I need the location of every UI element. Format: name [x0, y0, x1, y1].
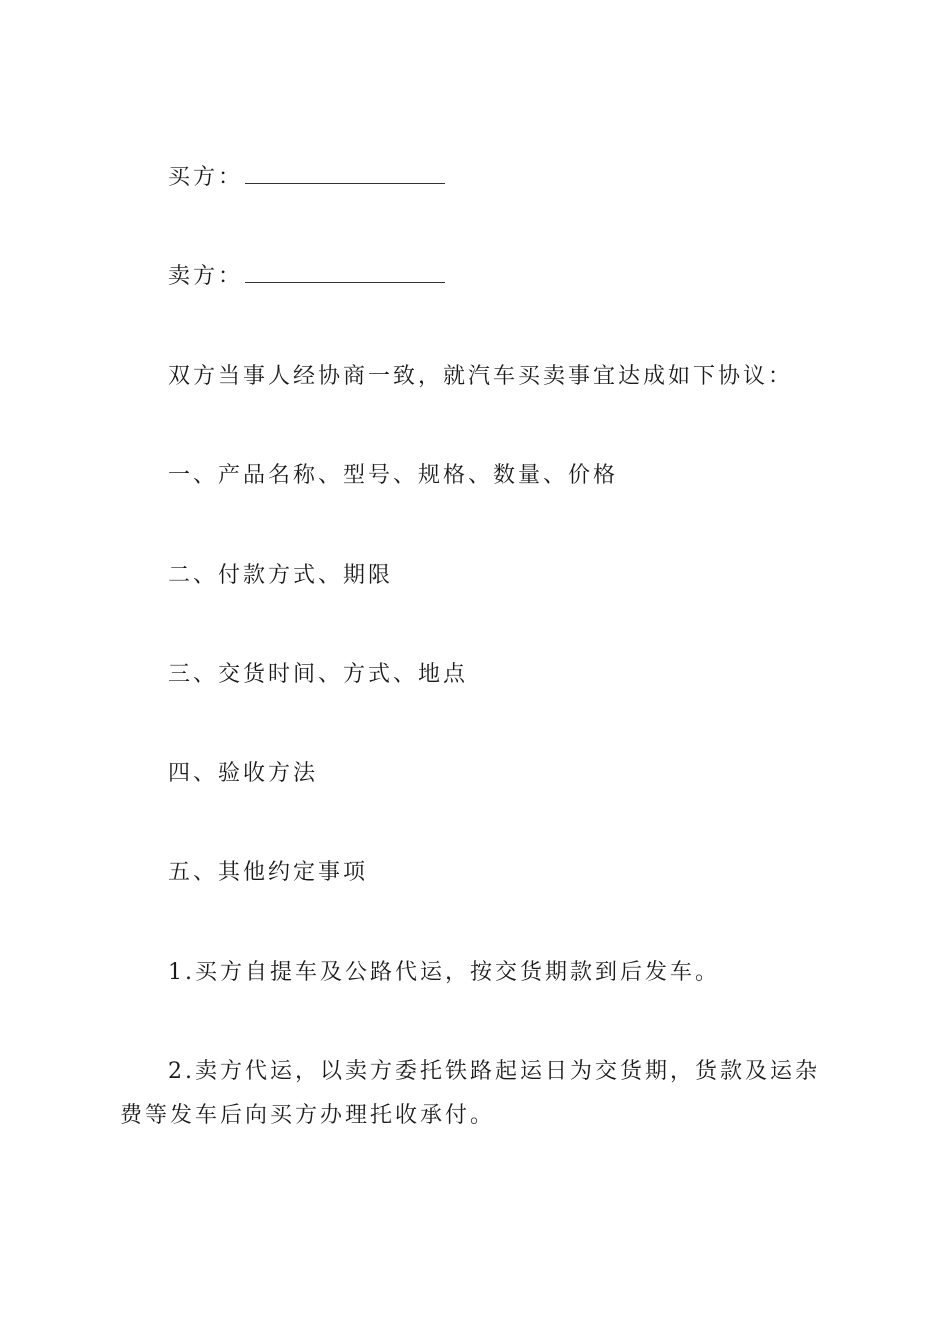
buyer-label: 买方： [168, 165, 244, 190]
buyer-blank-field[interactable] [245, 165, 445, 184]
section-heading-2: 二、付款方式、期限 [168, 563, 394, 588]
intro-text: 双方当事人经协商一致，就汽车买卖事宜达成如下协议： [168, 364, 794, 389]
section-heading-1: 一、产品名称、型号、规格、数量、价格 [168, 463, 619, 488]
section-heading-3: 三、交货时间、方式、地点 [168, 662, 469, 687]
item-2-text: 2.卖方代运，以卖方委托铁路起运日为交货期，货款及运杂费等发车后向买方办理托收承付。 [120, 1059, 820, 1128]
item-1-text: 1.买方自提车及公路代运，按交货期款到后发车。 [168, 960, 720, 985]
section-heading-4: 四、验收方法 [168, 761, 319, 786]
buyer-line [168, 162, 445, 194]
seller-label: 卖方： [168, 264, 244, 289]
seller-blank-field[interactable] [245, 264, 445, 283]
section-heading-5: 五、其他约定事项 [168, 860, 369, 885]
seller-line [168, 261, 445, 293]
